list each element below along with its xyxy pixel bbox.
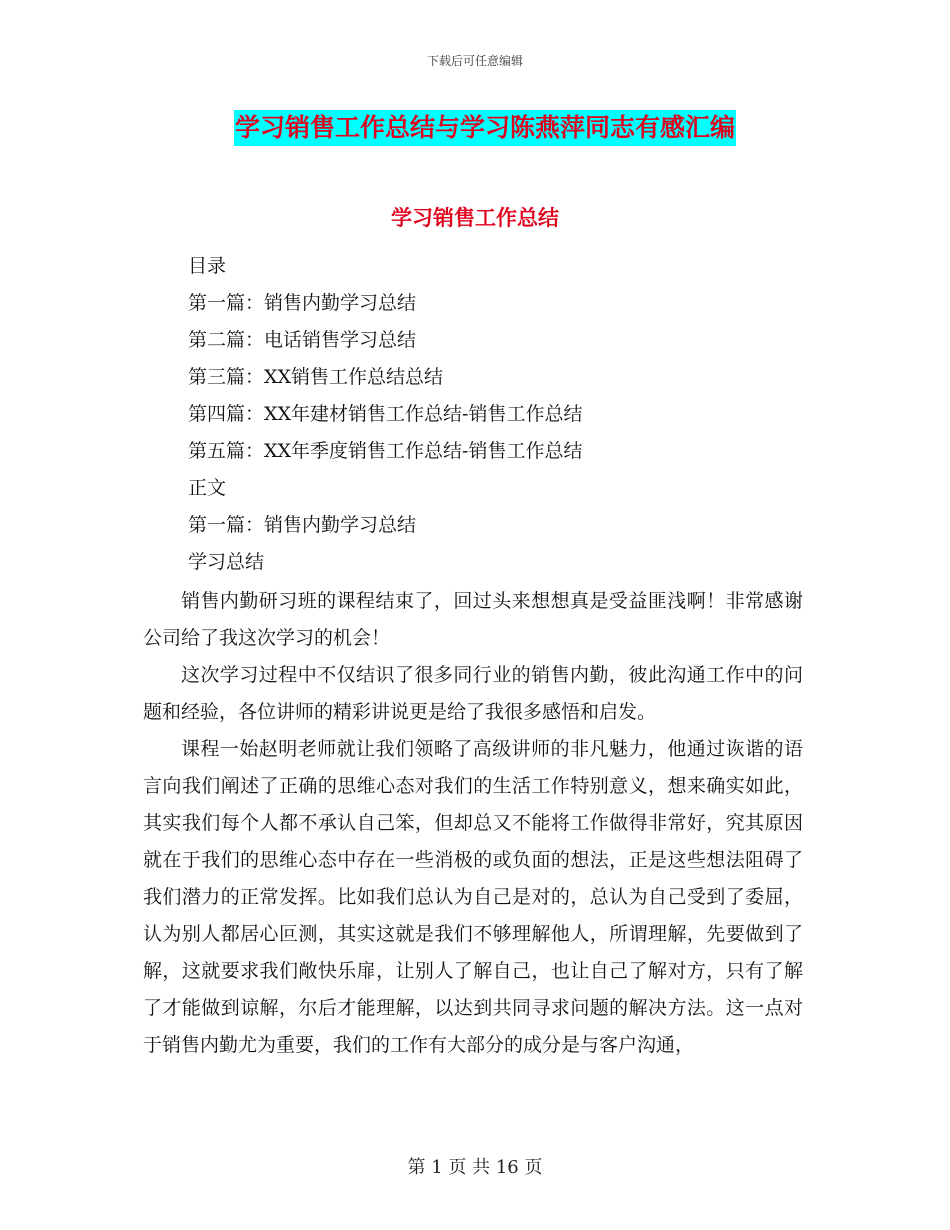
toc-item: 第二篇：电话销售学习总结 bbox=[188, 329, 417, 351]
page-footer: 第 1 页 共 16 页 bbox=[407, 1157, 543, 1178]
toc-item: 第五篇：XX年季度销售工作总结-销售工作总结 bbox=[188, 440, 583, 462]
toc-item: 第一篇：销售内勤学习总结 bbox=[188, 292, 417, 314]
section-title: 学习销售工作总结 bbox=[391, 206, 559, 230]
paragraph: 这次学习过程中不仅结识了很多同行业的销售内勤，彼此沟通工作中的问题和经验，各位讲师的精彩讲说更是给了我很多感悟和启发。 bbox=[143, 664, 803, 723]
header-note: 下载后可任意编辑 bbox=[426, 54, 523, 68]
toc-item: 第四篇：XX年建材销售工作总结-销售工作总结 bbox=[188, 403, 583, 425]
table-of-contents bbox=[188, 248, 582, 581]
toc-heading: 目录 bbox=[188, 255, 227, 277]
body-text bbox=[143, 583, 803, 1064]
document-title: 学习销售工作总结与学习陈燕萍同志有感汇编 bbox=[234, 110, 736, 146]
chapter-heading: 第一篇：销售内勤学习总结 bbox=[188, 514, 417, 536]
paragraph: 销售内勤研习班的课程结束了，回过头来想想真是受益匪浅啊！非常感谢公司给了我这次学习的机会！ bbox=[143, 590, 803, 649]
subsection-heading: 学习总结 bbox=[188, 551, 265, 573]
toc-item: 第三篇：XX销售工作总结总结 bbox=[188, 366, 444, 388]
paragraph: 课程一始赵明老师就让我们领略了高级讲师的非凡魅力，他通过诙谐的语言向我们阐述了正确的思维心态对我们的生活工作特别意义，想来确实如此，其实我们每个人都不承认自己笨，但却总又不能将工作做得非常好，究其原因就在于我们的思维心态中存在一些消极的或负面的想法，正是这些想法阻碍了我们潜力的正常发挥。比如我们总认为自己是对的，总认为自己受到了委屈，认为别人都居心叵测，其实这就是我们不够理解他人，所谓理解，先要做到了解，这就要求我们敞快乐扉，让别人了解自己，也让自己了解对方，只有了解了才能做到谅解，尔后才能理解，以达到共同寻求问题的解决方法。这一点对于销售内勤尤为重要，我们的工作有大部分的成分是与客户沟通， bbox=[143, 738, 803, 1056]
body-heading: 正文 bbox=[188, 477, 227, 499]
